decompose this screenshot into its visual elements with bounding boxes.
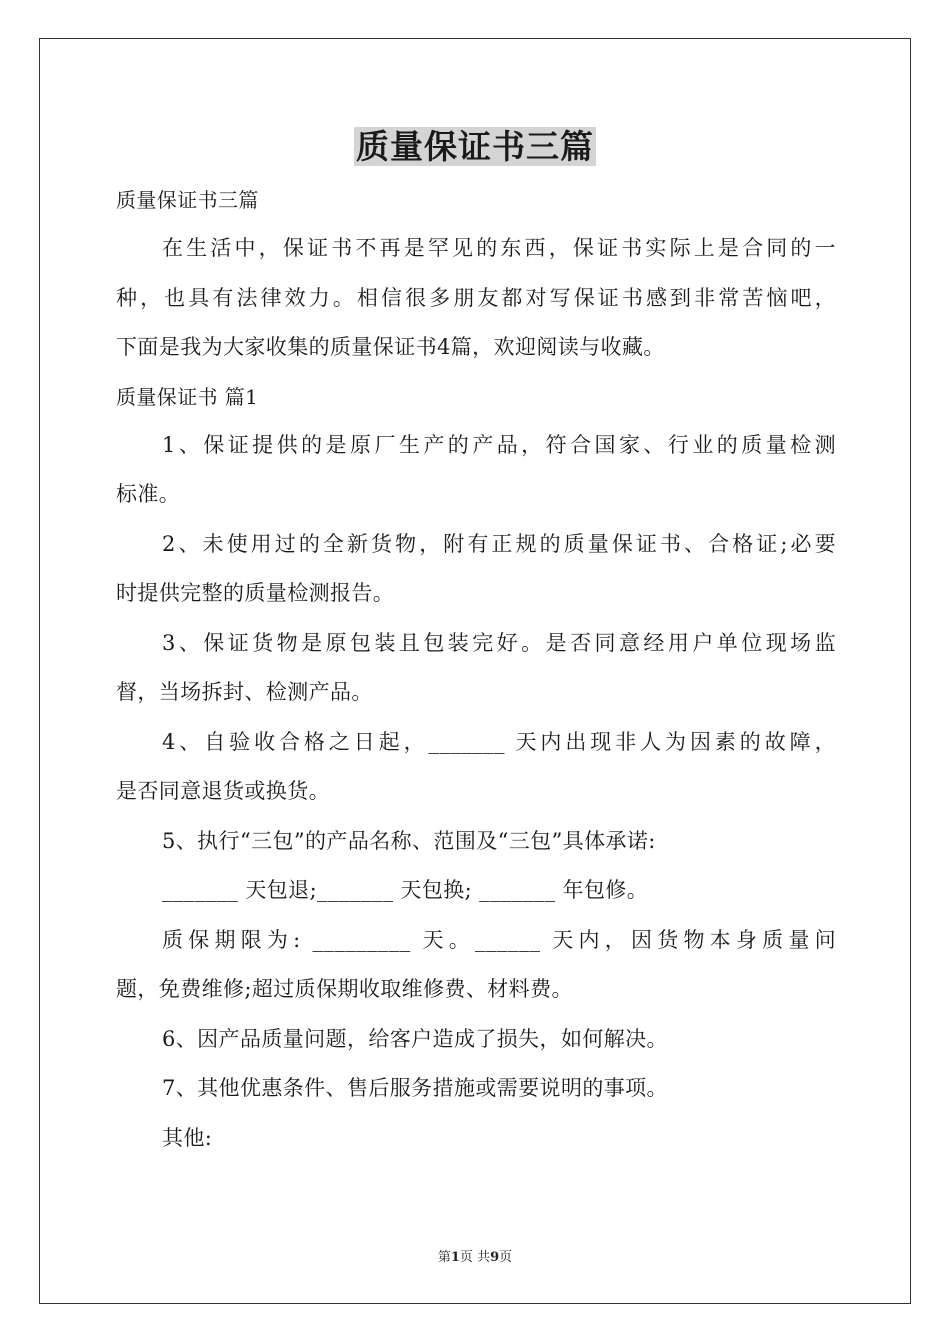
body-line: 时提供完整的质量检测报告。 xyxy=(116,581,395,605)
body-line: 质保期限为: _________ 天。______ 天内，因货物本身质量问 xyxy=(162,927,836,952)
document-title xyxy=(0,124,950,170)
section-heading: 质量保证书 篇1 xyxy=(116,384,259,409)
page-number-total: 9 xyxy=(490,1250,500,1265)
body-line: _______ 天包退;_______ 天包换; _______ 年包修。 xyxy=(162,878,649,902)
body-line: 7、其他优惠条件、售后服务措施或需要说明的事项。 xyxy=(162,1076,668,1100)
page-number-prefix: 第 xyxy=(437,1250,451,1265)
body-line: 2、未使用过的全新货物，附有正规的质量保证书、合格证;必要 xyxy=(162,531,836,556)
page-footer xyxy=(0,1246,950,1265)
document-title-text: 质量保证书三篇 xyxy=(356,127,594,166)
body-line: 标准。 xyxy=(116,482,181,506)
body-line: 1、保证提供的是原厂生产的产品，符合国家、行业的质量检测 xyxy=(162,432,836,457)
body-line: 在生活中，保证书不再是罕见的东西，保证书实际上是合同的一 xyxy=(162,236,836,260)
body-line: 种，也具有法律效力。相信很多朋友都对写保证书感到非常苦恼吧， xyxy=(116,285,836,310)
body-line: 其他: xyxy=(162,1125,213,1150)
body-line: 题，免费维修;超过质保期收取维修费、材料费。 xyxy=(116,977,573,1001)
document-body xyxy=(116,176,836,1163)
body-line: 是否同意退货或换货。 xyxy=(116,779,330,803)
page-number-suffix: 页 xyxy=(499,1250,513,1265)
body-line: 下面是我为大家收集的质量保证书4篇，欢迎阅读与收藏。 xyxy=(116,335,665,359)
body-line: 督，当场拆封、检测产品。 xyxy=(116,680,373,704)
section-heading: 质量保证书三篇 xyxy=(116,188,259,212)
body-line: 3、保证货物是原包装且包装完好。是否同意经用户单位现场监 xyxy=(162,630,836,655)
page-number-current: 1 xyxy=(450,1250,460,1265)
page-number-mid: 页 共 xyxy=(459,1250,491,1265)
body-line: 4、自验收合格之日起，_______ 天内出现非人为因素的故障， xyxy=(162,729,836,754)
body-line: 6、因产品质量问题，给客户造成了损失，如何解决。 xyxy=(162,1026,668,1051)
body-line: 5、执行“三包”的产品名称、范围及“三包”具体承诺: xyxy=(162,828,656,853)
